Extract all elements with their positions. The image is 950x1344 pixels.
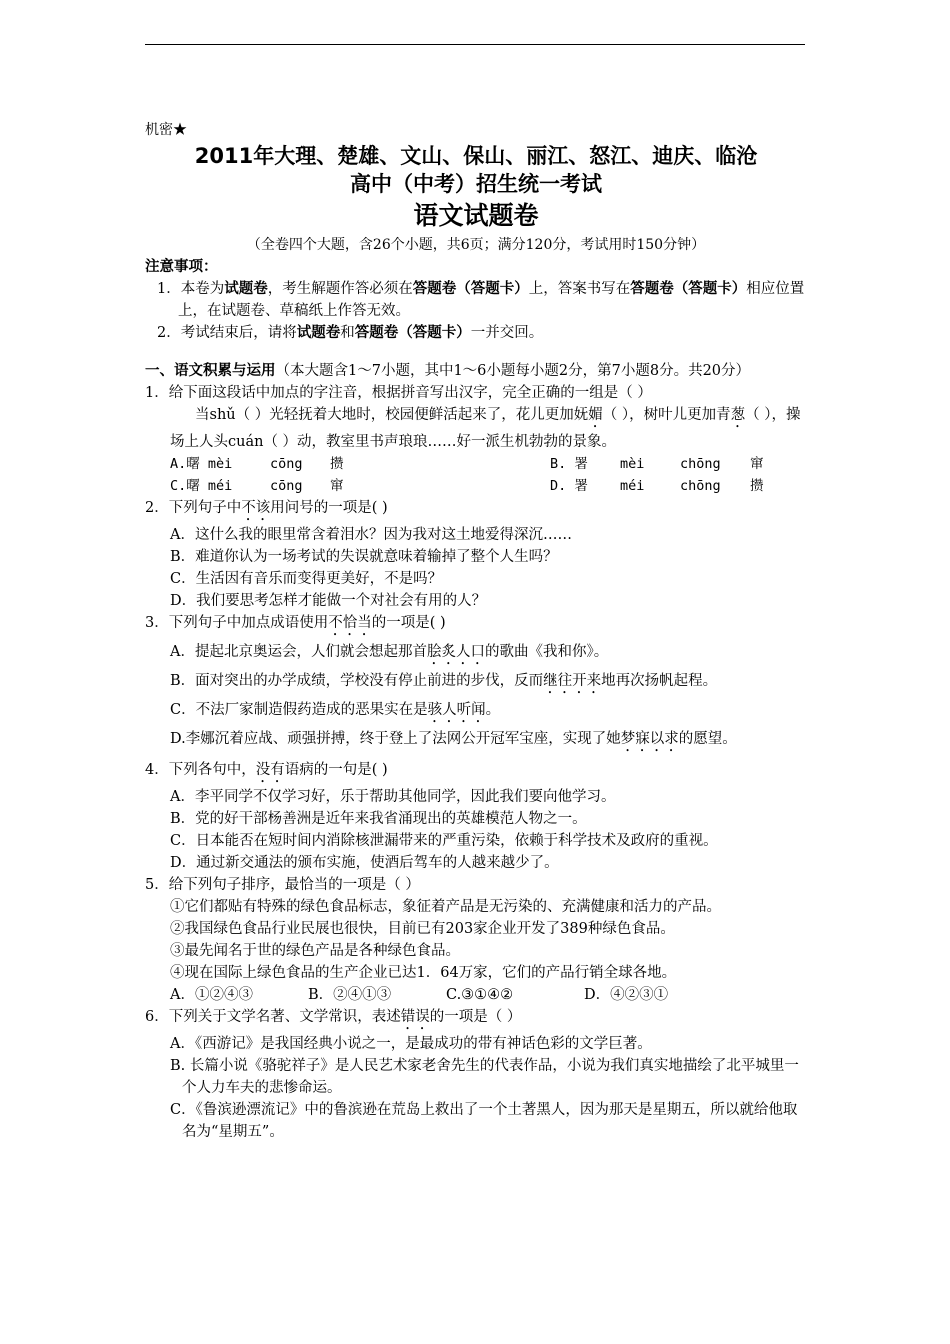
exam-page [145, 118, 807, 1143]
question-5-sentence-3: ③最先闻名于世的绿色产品是各种绿色食品。 [170, 943, 460, 959]
question-4-option-c: C．日本能否在短时间内消除核泄漏带来的严重污染，依赖于科学技术及政府的重视。 [170, 833, 718, 849]
title-line-3: 语文试题卷 [413, 201, 539, 230]
question-2-option-d: D．我们要思考怎样才能做一个对社会有用的人？ [170, 593, 487, 609]
question-5-sentence-1: ①它们都贴有特殊的绿色食品标志，象征着产品是无污染的、充满健康和活力的产品。 [170, 899, 721, 915]
question-3-option-d: D.李娜沉着应战、顽强拼搏，终于登上了法网公开冠军宝座，实现了她梦寐以求的愿望。 [170, 731, 737, 747]
question-4-option-d: D．通过新交通法的颁布实施，使酒后驾车的人越来越少了。 [170, 855, 559, 871]
title-line-1: 2011年大理、楚雄、文山、保山、丽江、怒江、迪庆、临沧 [194, 144, 758, 168]
note-2: 2．考试结束后，请将试题卷和答题卷（答题卡）一并交回。 [157, 324, 544, 341]
question-5-sentence-4: ④现在国际上绿色食品的生产企业已达1．64万家，它们的产品行销全球各地。 [170, 965, 677, 981]
question-4-option-b: B．党的好干部杨善洲是近年来我省涌现出的英雄模范人物之一。 [170, 811, 587, 827]
title-line-2: 高中（中考）招生统一考试 [350, 172, 602, 196]
question-6-option-a: A．《西游记》是我国经典小说之一，是最成功的带有神话色彩的文学巨著。 [170, 1036, 652, 1052]
question-3-option-c: C．不法厂家制造假药造成的恶果实在是骇人听闻。 [170, 702, 501, 718]
section-1-heading: 一、语文积累与运用（本大题含1～7小题，其中1～6小题每小题2分，第7小题8分。共20分） [145, 362, 751, 379]
question-5-sentence-2: ②我国绿色食品行业民展也很快，目前已有203家企业开发了389种绿色食品。 [170, 921, 675, 937]
question-2-option-c: C．生活因有音乐而变得更美好，不是吗？ [170, 571, 443, 587]
question-1-stem: 1．给下面这段话中加点的字注音，根据拼音写出汉字，完全正确的一组是（ ） [145, 385, 652, 401]
question-2-option-b: B．难道你认为一场考试的失误就意味着输掉了整个人生吗？ [170, 549, 558, 565]
question-5-stem: 5．给下列句子排序，最恰当的一项是（ ） [145, 877, 420, 893]
question-3-stem: 3．下列句子中加点成语使用不恰当的一项是( ) [145, 615, 446, 631]
question-6-option-b: B. 长篇小说《骆驼祥子》是人民艺术家老舍先生的代表作品，小说为我们真实地描绘了北平城里一个人力车夫的悲惨命运。 [170, 1058, 799, 1096]
note-1: 1．本卷为试题卷，考生解题作答必须在答题卷（答题卡）上，答案书写在答题卷（答题卡）相应位置上，在试题卷、草稿纸上作答无效。 [157, 280, 805, 319]
secret-mark: 机密★ [145, 122, 187, 138]
question-1-options-cd: C.曙 méi cōng 窜 D. 署 méi chōng 攒 [170, 478, 764, 494]
question-5-options: A．①②④③ B．②④①③ C.③①④② D．④②③① [170, 987, 669, 1003]
question-3-option-b: B．面对突出的办学成绩，学校没有停止前进的步伐，反而继往开来地再次扬帆起程。 [170, 673, 718, 689]
notes-heading: 注意事项： [145, 258, 218, 275]
question-1-passage: 当shǔ（ ）光轻抚着大地时，校园便鲜活起来了，花儿更加妩媚（ ），树叶儿更加青葱（ ），操场上人头cuán（ ）动，教室里书声琅琅……好一派生机勃勃的景象。 [170, 407, 801, 450]
question-4-stem: 4．下列各句中，没有语病的一句是( ) [145, 762, 388, 778]
question-6-option-c: C．《鲁滨逊漂流记》中的鲁滨逊在荒岛上救出了一个土著黑人，因为那天是星期五，所以就给他取名为“星期五”。 [170, 1102, 798, 1140]
question-2-option-a: A．这什么我的眼里常含着泪水？因为我对这土地爱得深沉…… [170, 527, 572, 543]
exam-subtitle: （全卷四个大题，含26个小题，共6页；满分120分，考试用时150分钟） [246, 237, 706, 253]
question-2-stem: 2．下列句子中不该用问号的一项是( ) [145, 500, 388, 516]
question-6-stem: 6．下列关于文学名著、文学常识，表述错误的一项是（ ） [145, 1009, 522, 1025]
question-1-options-ab: A.曙 mèi cōng 攒 B. 署 mèi chōng 窜 [170, 456, 764, 472]
question-4-option-a: A．李平同学不仅学习好，乐于帮助其他同学，因此我们要向他学习。 [170, 789, 616, 805]
header-rule [145, 44, 805, 45]
question-3-option-a: A．提起北京奥运会，人们就会想起那首脍炙人口的歌曲《我和你》。 [170, 644, 609, 660]
